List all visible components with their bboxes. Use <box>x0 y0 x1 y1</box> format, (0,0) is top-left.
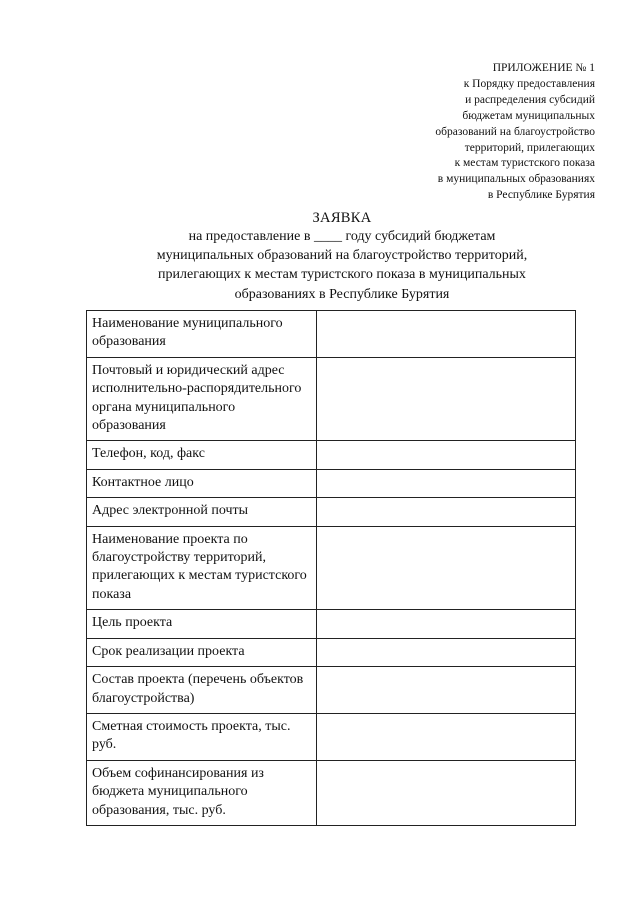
subtitle-line: прилегающих к местам туристского показа в муниципальных <box>158 267 526 283</box>
application-form-table <box>86 310 576 826</box>
table-row <box>87 498 576 526</box>
field-value-project-composition[interactable] <box>317 667 576 714</box>
table-row <box>87 526 576 610</box>
table-row <box>87 638 576 666</box>
appendix-line: территорий, прилегающих <box>464 141 595 154</box>
field-label-project-composition: Состав проекта (перечень объектов благоустройства) <box>87 667 317 714</box>
field-value-project-name[interactable] <box>317 526 576 610</box>
table-row <box>87 469 576 497</box>
field-value-address[interactable] <box>317 357 576 441</box>
field-value-project-term[interactable] <box>317 638 576 666</box>
appendix-line: бюджетам муниципальных <box>462 109 595 122</box>
field-value-project-cost[interactable] <box>317 713 576 760</box>
field-label-project-cost: Сметная стоимость проекта, тыс. руб. <box>87 713 317 760</box>
field-label-project-term: Срок реализации проекта <box>87 638 317 666</box>
table-row <box>87 441 576 469</box>
field-label-cofinancing: Объем софинансирования из бюджета муниципального образования, тыс. руб. <box>87 760 317 825</box>
appendix-header <box>435 61 595 204</box>
appendix-line: и распределения субсидий <box>465 93 595 106</box>
field-label-project-goal: Цель проекта <box>87 610 317 638</box>
field-label-contact-person: Контактное лицо <box>87 469 317 497</box>
field-value-email[interactable] <box>317 498 576 526</box>
table-row <box>87 610 576 638</box>
field-value-phone[interactable] <box>317 441 576 469</box>
table-row <box>87 713 576 760</box>
subtitle-line: муниципальных образований на благоустройство территорий, <box>156 248 528 264</box>
field-label-phone: Телефон, код, факс <box>87 441 317 469</box>
document-heading <box>0 209 640 304</box>
appendix-line: к Порядку предоставления <box>463 77 595 90</box>
appendix-line: в муниципальных образованиях <box>437 173 595 186</box>
table-row <box>87 311 576 358</box>
table-row <box>87 667 576 714</box>
appendix-line: образований на благоустройство <box>435 125 595 138</box>
appendix-number: ПРИЛОЖЕНИЕ № 1 <box>492 62 595 74</box>
field-label-email: Адрес электронной почты <box>87 498 317 526</box>
table-row <box>87 760 576 825</box>
document-subtitle <box>0 227 640 304</box>
subtitle-line: на предоставление в ____ году субсидий бюджетам <box>188 229 496 244</box>
table-row <box>87 357 576 441</box>
subtitle-line: образованиях в Республике Бурятия <box>234 286 450 302</box>
appendix-line: в Республике Бурятия <box>487 189 595 202</box>
field-label-project-name: Наименование проекта по благоустройству территорий, прилегающих к местам туристского показа <box>87 526 317 610</box>
field-value-project-goal[interactable] <box>317 610 576 638</box>
field-value-contact-person[interactable] <box>317 469 576 497</box>
field-value-municipality-name[interactable] <box>317 311 576 358</box>
field-value-cofinancing[interactable] <box>317 760 576 825</box>
appendix-line: к местам туристского показа <box>454 157 595 170</box>
field-label-address: Почтовый и юридический адрес исполнительно-распорядительного органа муниципального образования <box>87 357 317 441</box>
document-title: ЗАЯВКА <box>312 210 372 226</box>
field-label-municipality-name: Наименование муниципального образования <box>87 311 317 358</box>
